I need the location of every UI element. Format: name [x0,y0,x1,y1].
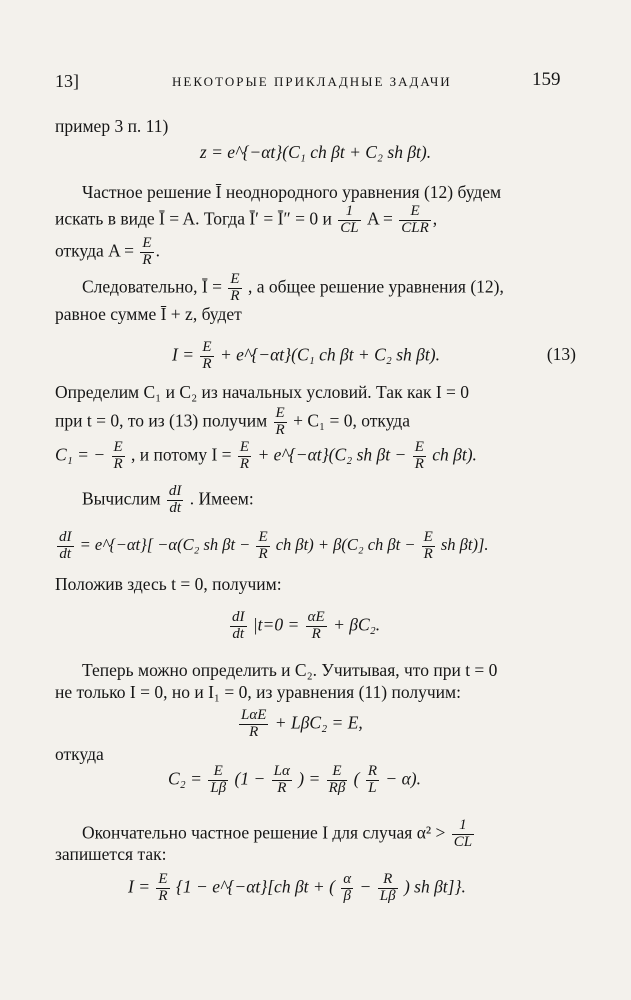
fraction: $\frac{\alpha}{\beta}$ [343,871,352,904]
text-line: C₁ = − $\frac{E}{R}$ , и потому I = $\frac{E}{R}$ + e^{−αt}(C₂ sh βt − $\frac{E}{R}$ ch βt). [55,439,477,472]
fraction: $\frac{dI}{dt}$ [168,483,182,516]
fraction: $\frac{1}{CL}$ [340,203,359,236]
fraction: $\frac{\alpha E}{R}$ [307,609,325,642]
text-line: Вычислим $\frac{dI}{dt}$ . Имеем: [82,483,254,516]
fraction: $\frac{E}{R}$ [202,339,212,372]
fraction: $\frac{R}{L\beta}$ [379,871,396,904]
equation: $\frac{dI}{dt}$ |t=0 = $\frac{\alpha E}{R}$ + βC₂. [232,609,381,642]
equation: $\frac{\text{LαE}}{R}$ + LβC₂ = E, [241,707,363,740]
equation: C₂ = $\frac{E}{L\beta}$ (1 − $\frac{L\alpha}{R}$ ) = $\frac{E}{R\beta}$ ( $\frac{R}{L}$ − α). [168,763,421,796]
equation-number: (13) [546,344,576,364]
fraction: $\frac{E}{R}$ [158,871,168,904]
fraction: $\frac{E}{R}$ [239,439,250,472]
fraction: $\frac{E}{R\beta}$ [328,763,346,796]
fraction: $\frac{E}{R}$ [113,439,123,472]
text-line: при t = 0, то из (13) получим $\frac{E}{R}$ + C₁ = 0, откуда [55,405,410,438]
fraction: $\frac{1}{CL}$ [453,817,473,850]
text-line: равное сумме Ī + z, будет [55,304,242,324]
text-line: откуда [55,744,104,764]
fraction: $\frac{E}{R}$ [230,271,240,304]
text-line: Положив здесь t = 0, получим: [55,574,282,594]
fraction: $\frac{E}{R}$ [275,405,285,438]
fraction: $\frac{E}{\text{CLR}}$ [401,203,429,236]
text-line: запишется так: [55,844,167,864]
text-line: откуда A = $\frac{E}{R}$ . [55,235,160,268]
text-line: искать в виде Ī = A. Тогда Ī′ = Ī″ = 0 и $\frac{1}{CL}$ A = $\frac{E}{\text{CLR}}$ , [55,203,438,236]
running-title: НЕКОТОРЫЕ ПРИКЛАДНЫЕ ЗАДАЧИ [172,74,452,89]
text-line: Теперь можно определить и C₂. Учитывая, что при t = 0 [82,660,498,680]
text-line: пример 3 п. 11) [55,116,169,136]
fraction: $\frac{\text{LαE}}{R}$ [241,707,267,740]
fraction: $\frac{E}{R}$ [414,439,424,472]
text-line: Окончательно частное решение I для случая α² > $\frac{1}{CL}$ [82,817,473,850]
equation: $\frac{dI}{dt}$ = e^{−αt}[ −α(C₂ sh βt − $\frac{E}{R}$ ch βt) + β(C₂ ch βt − $\frac{E}{R}$ sh βt)]. [59,529,489,562]
text-line: Частное решение Ī неоднородного уравнения (12) будем [82,182,502,202]
section-number: 13] [55,71,79,91]
fraction: $\frac{R}{L}$ [367,763,378,796]
fraction: $\frac{E}{R}$ [142,235,152,268]
fraction: $\frac{E}{R}$ [258,529,268,562]
fraction: $\frac{dI}{dt}$ [232,609,245,642]
text-part: искать в виде Ī = A. Тогда Ī′ = Ī″ = 0 и [55,208,332,229]
text-part: Следовательно, Ī = [82,276,223,297]
equation: I = $\frac{E}{R}$ {1 − e^{−αt}[ch βt + ( $\frac{\alpha}{\beta}$ − $\frac{R}{L\beta}$ ) sh βt]}. [128,871,466,904]
equation: I = $\frac{E}{R}$ + e^{−αt}(C₁ ch βt + C₂ sh βt). [172,339,440,372]
fraction: $\frac{E}{L\beta}$ [210,763,227,796]
fraction: $\frac{dI}{dt}$ [59,529,72,562]
fraction: $\frac{L\alpha}{R}$ [273,763,290,796]
text-part: откуда A = [55,240,135,261]
text-line [82,272,504,305]
text-part: , а общее решение уравнения (12), [247,276,504,297]
equation: z = e^{−αt}(C₁ ch βt + C₂ sh βt). [199,142,432,162]
page-number: 159 [532,69,561,90]
text-part: A = [366,208,393,229]
fraction: $\frac{E}{R}$ [423,529,433,562]
text-line: не только I = 0, но и I₁ = 0, из уравнения (11) получим: [55,682,461,702]
text-line: Определим C₁ и C₂ из начальных условий. Так как I = 0 [55,382,470,402]
